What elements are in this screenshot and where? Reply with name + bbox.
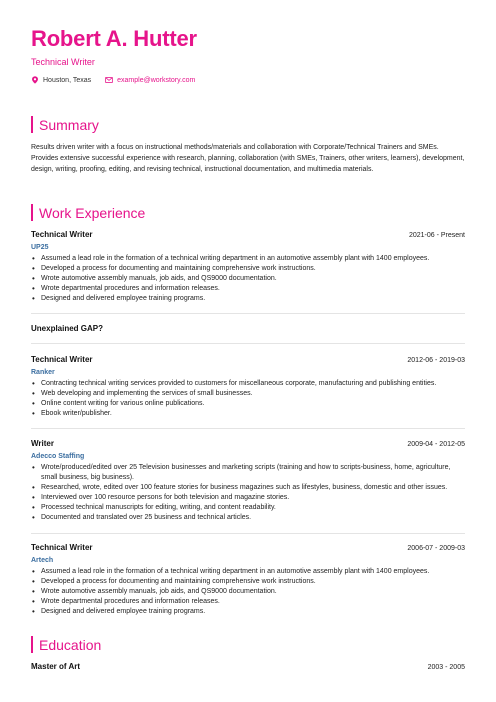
education-entry: [31, 662, 465, 671]
bullet-item: • Wrote departmental procedures and information releases.: [31, 284, 465, 294]
summary-text: Results driven writer with a focus on instructional methods/materials and collaboration with Corporate/Technical Trainers and SMEs. Provides extensive successful experience with research, planning, collaboration (with SMEs, Trainers, other writers, learners), development, design, writing, proofing, editing, and revising technical, instructional documentation, and multimedia materials.: [31, 144, 465, 173]
job-entry: [31, 439, 465, 523]
bullet-item: • Processed technical manuscripts for editing, writing, and content readability.: [31, 503, 465, 513]
bullet-item: • Assumed a lead role in the formation of a technical writing department in an automotive assembly plant with 1400 employees.: [31, 254, 465, 264]
bullet-item: • Assumed a lead role in the formation of a technical writing department in an automotive assembly plant with 1400 employees.: [31, 567, 465, 577]
degree-title: Master of Art: [31, 662, 81, 671]
entry-divider: [31, 428, 465, 429]
bullet-item: • Documented and translated over 25 business and technical articles.: [31, 513, 465, 523]
bullet-item: • Researched, wrote, edited over 100 feature stories for business magazines such as lifestyles, business, domestic and other issues.: [31, 483, 465, 493]
candidate-name: Robert A. Hutter: [31, 26, 197, 51]
company-name: Adecco Staffing: [31, 453, 85, 460]
job-date: 2021-06 - Present: [408, 232, 465, 239]
gap-label: Unexplained GAP?: [31, 324, 104, 333]
bullet-item: • Online content writing for various online publications.: [31, 399, 465, 409]
entry-divider: [31, 533, 465, 534]
email-link[interactable]: example@workstory.com: [117, 76, 196, 84]
bullet-item: • Wrote/produced/edited over 25 Television businesses and marketing scripts (training and how to scripts-business, home, agriculture, small business, big business).: [31, 463, 465, 483]
section-accent-bar: [31, 204, 33, 221]
job-bullets: [31, 567, 465, 617]
job-date: 2009-04 - 2012-05: [407, 441, 465, 448]
bullet-item: • Wrote automotive assembly manuals, job aids, and QS9000 documentation.: [31, 274, 465, 284]
bullet-item: • Interviewed over 100 resource persons for both television and magazine stories.: [31, 493, 465, 503]
entry-divider: [31, 313, 465, 314]
bullet-item: • Wrote automotive assembly manuals, job aids, and QS9000 documentation.: [31, 587, 465, 597]
envelope-icon: [105, 76, 113, 84]
job-date: 2012-06 - 2019-03: [407, 357, 465, 364]
job-title: Technical Writer: [31, 230, 93, 239]
map-pin-icon: [31, 76, 39, 84]
location-text: Houston, Texas: [43, 76, 92, 84]
job-bullets: [31, 379, 465, 419]
job-date: 2006-07 - 2009-03: [407, 545, 465, 552]
section-accent-bar: [31, 636, 33, 653]
bullet-item: • Web developing and implementing the services of small businesses.: [31, 389, 465, 399]
job-entry: [31, 230, 465, 304]
job-entry: [31, 355, 465, 419]
job-title: Technical Writer: [31, 355, 93, 364]
education-heading: [31, 636, 101, 653]
job-entry: [31, 543, 465, 617]
job-bullets: [31, 254, 465, 304]
bullet-item: • Wrote departmental procedures and information releases.: [31, 597, 465, 607]
company-name: Artech: [31, 557, 54, 564]
entry-divider: [31, 343, 465, 344]
job-bullets: [31, 463, 465, 523]
contact-line: [31, 76, 195, 84]
job-title: Writer: [31, 439, 54, 448]
work-experience-heading: [31, 204, 145, 221]
summary-title: Summary: [39, 116, 99, 133]
job-title: Technical Writer: [31, 543, 93, 552]
summary-heading: [31, 116, 99, 133]
candidate-title: Technical Writer: [31, 57, 95, 67]
company-name: UP25: [31, 244, 49, 251]
section-accent-bar: [31, 116, 33, 133]
bullet-item: • Ebook writer/publisher.: [31, 409, 465, 419]
education-date: 2003 - 2005: [427, 664, 465, 671]
bullet-item: • Contracting technical writing services provided to customers for miscellaneous corporate, manufacturing and publishing entities.: [31, 379, 465, 389]
bullet-item: • Designed and delivered employee training programs.: [31, 607, 465, 617]
company-name: Ranker: [31, 369, 55, 376]
work-experience-title: Work Experience: [39, 204, 146, 221]
bullet-item: • Designed and delivered employee training programs.: [31, 294, 465, 304]
education-title: Education: [39, 636, 102, 653]
bullet-item: • Developed a process for documenting and maintaining comprehensive work instructions.: [31, 577, 465, 587]
bullet-item: • Developed a process for documenting and maintaining comprehensive work instructions.: [31, 264, 465, 274]
